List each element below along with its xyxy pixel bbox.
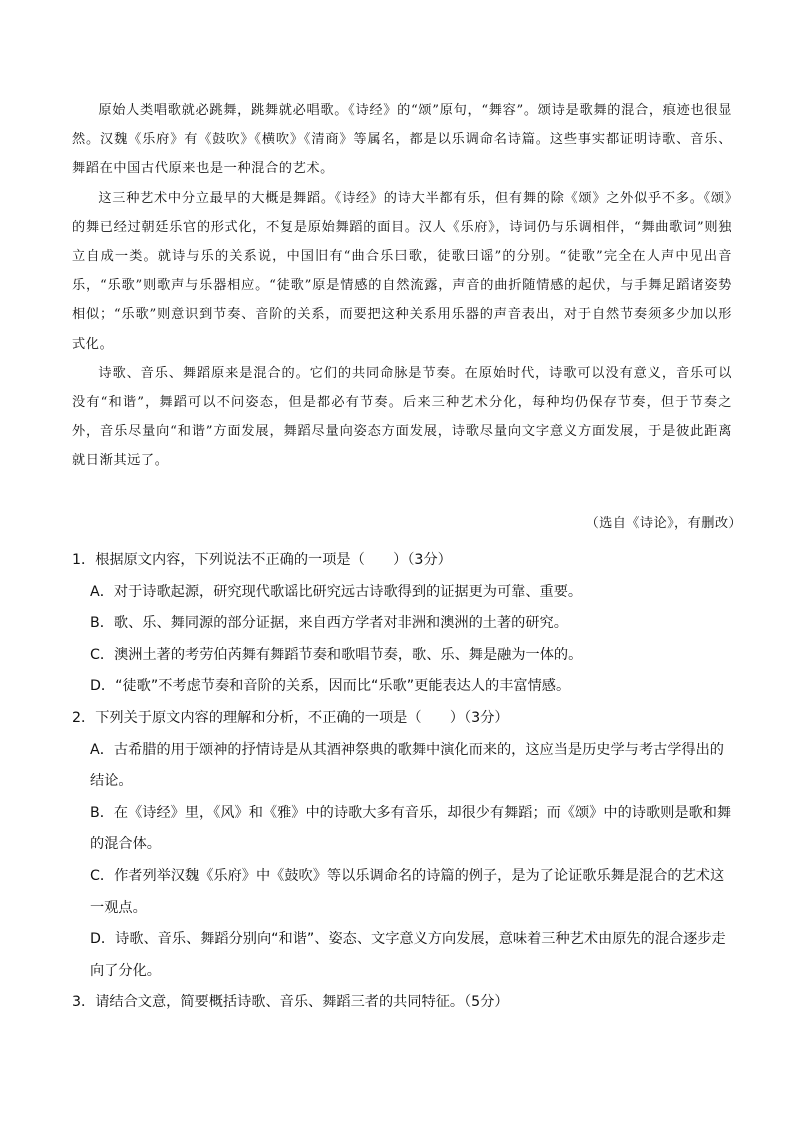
question-1-stem: 1．根据原文内容，下列说法不正确的一项是（ ）（3分） (72, 552, 452, 568)
question-3 (72, 987, 734, 1019)
question-3-stem: 3．请结合文意，简要概括诗歌、音乐、舞蹈三者的共同特征。（5分） (72, 994, 509, 1011)
question-2-option-d: D．诗歌、音乐、舞蹈分别向“和谐”、姿态、文字意义方向发展，意味着三种艺术由原先的混合逐步走向了分化。 (90, 931, 726, 979)
question-1-option-a: A．对于诗歌起源，研究现代歌谣比研究远古诗歌得到的证据更为可靠、重要。 (90, 583, 583, 600)
question-2-options (72, 735, 734, 988)
question-2-option-c: C．作者列举汉魏《乐府》中《鼓吹》等以乐调命名的诗篇的例子，是为了论证歌乐舞是混合的艺术这一观点。 (90, 867, 725, 916)
question-list (72, 545, 734, 1019)
passage-paragraph-1: 原始人类唱歌就必跳舞，跳舞就必唱歌。《诗经》的“颂”原句，“舞容”。颂诗是歌舞的混合，痕迹也很显然。汉魏《乐府》有《鼓吹》《横吹》《清商》等属名，都是以乐调命名诗篇。这些事实都证明诗歌、音乐、舞蹈在中国古代原来也是一种混合的艺术。 (72, 103, 732, 177)
question-1-option-c: C．澳洲土著的考劳伯芮舞有舞蹈节奏和歌唱节奏，歌、乐、舞是融为一体的。 (90, 646, 583, 663)
passage-paragraph-3: 诗歌、音乐、舞蹈原来是混合的。它们的共同命脉是节奏。在原始时代，诗歌可以没有意义，音乐可以没有“和谐”，舞蹈可以不问姿态，但是都必有节奏。后来三种艺术分化，每种均仍保存节奏，但于节奏之外，音乐尽量向“和谐”方面发展，舞蹈尽量向姿态方面发展，诗歌尽量向文字意义方面发展，于是彼此距离就日渐其远了。 (72, 365, 732, 469)
question-1-option-b: B．歌、乐、舞同源的部分证据，来自西方学者对非洲和澳洲的土著的研究。 (90, 615, 568, 632)
question-1-option-d: D．“徒歌”不考虑节奏和音阶的关系，因而比“乐歌”更能表达人的丰富情感。 (90, 678, 571, 695)
reading-passage (72, 96, 732, 476)
question-1 (72, 545, 734, 703)
question-2-stem: 2．下列关于原文内容的理解和分析，不正确的一项是（ ）（3分） (72, 709, 509, 726)
question-2 (72, 703, 734, 987)
question-2-option-a: A．古希腊的用于颂神的抒情诗是从其酒神祭典的歌舞中演化而来的，这应当是历史学与考古学得出的结论。 (90, 741, 724, 790)
question-2-option-b: B．在《诗经》里，《风》和《雅》中的诗歌大多有音乐，却很少有舞蹈；而《颂》中的诗歌则是歌和舞的混合体。 (90, 804, 732, 853)
question-1-options (72, 577, 734, 703)
passage-paragraph-2: 这三种艺术中分立最早的大概是舞蹈。《诗经》的诗大半都有乐，但有舞的除《颂》之外似乎不多。《颂》的舞已经过朝廷乐官的形式化，不复是原始舞蹈的面目。汉人《乐府》，诗词仍与乐调相伴，“舞曲歌词”则独立自成一类。就诗与乐的关系说，中国旧有“曲合乐曰歌，徒歌曰谣”的分别。“徒歌”完全在人声中见出音乐，“乐歌”则歌声与乐器相应。“徒歌”原是情感的自然流露，声音的曲折随情感的起伏，与手舞足蹈诸姿势相似；“乐歌”则意识到节奏、音阶的关系，而要把这种关系用乐器的声音表出，对于自然节奏须多少加以形式化。 (72, 190, 732, 352)
passage-source: （选自《诗论》，有删改） (585, 516, 742, 531)
